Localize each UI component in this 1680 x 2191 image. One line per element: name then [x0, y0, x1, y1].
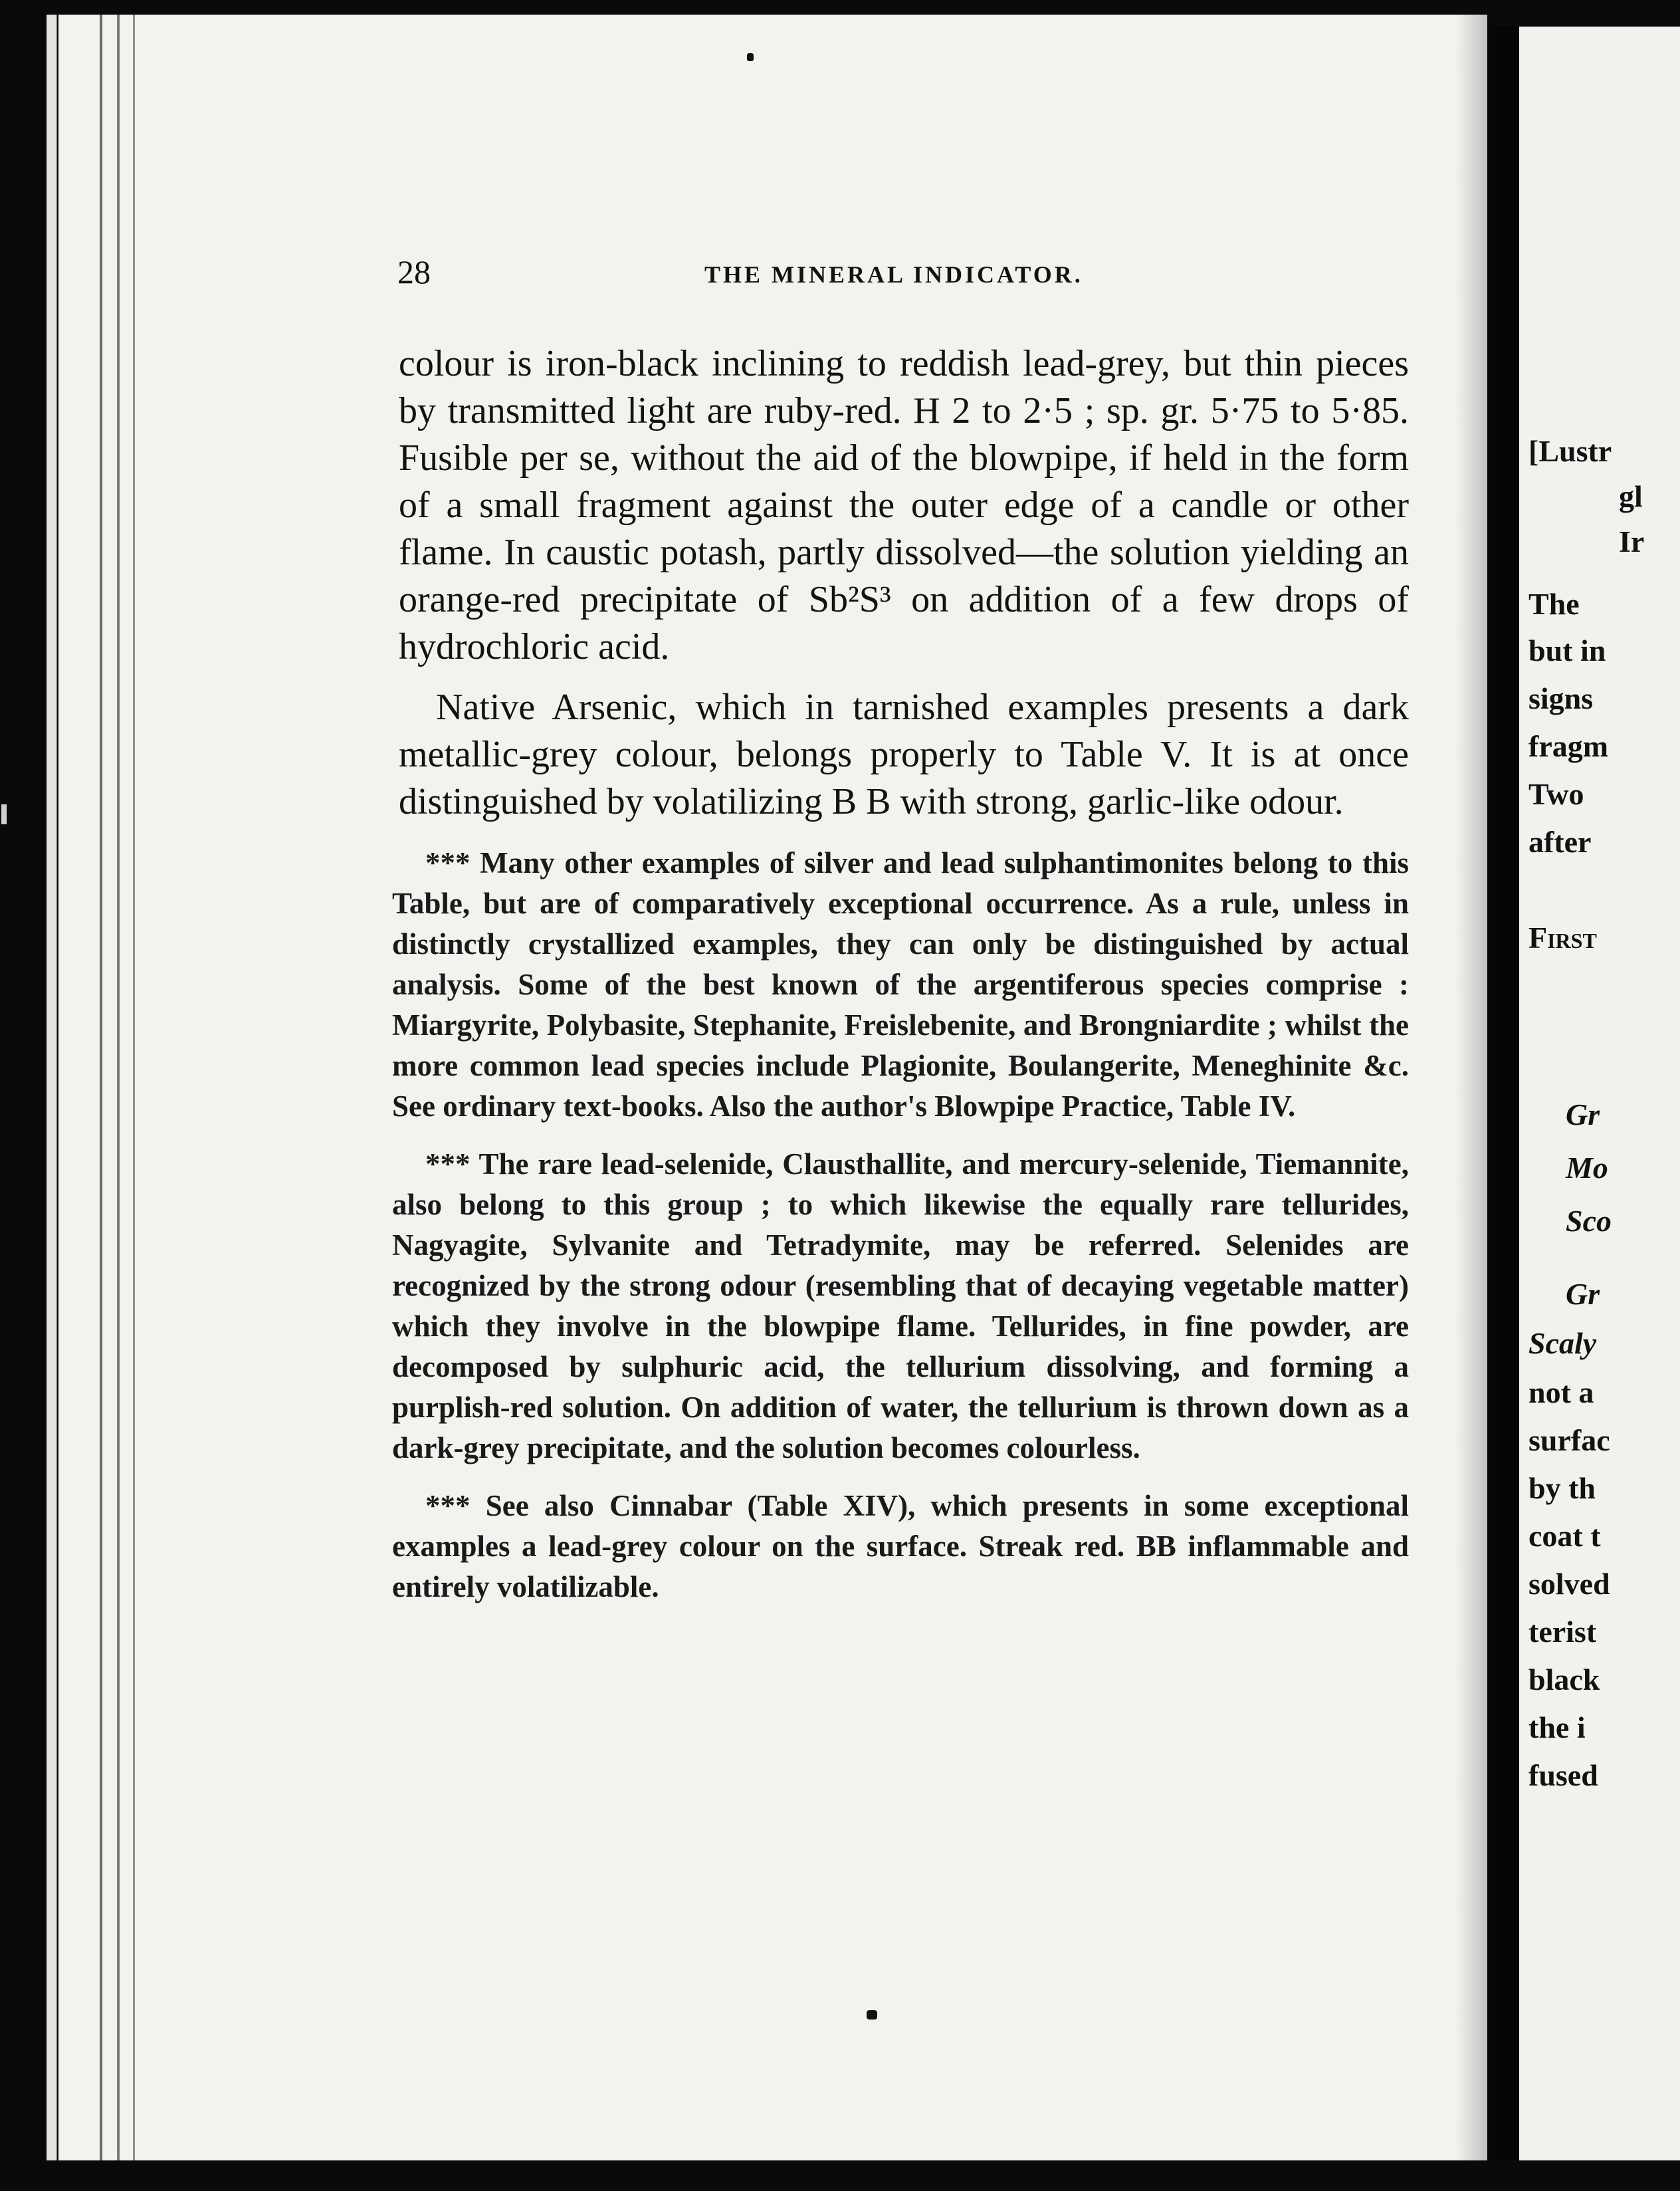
note-text: *** Many other examples of silver and lead sulphantimonites belong to this Table, but are of comparatively exceptional occurrence. As a rule, unless in distinctly crystallized examples, they can only be distinguished by actual analysis. Some of the best known of the argentiferous species comprise : Miargyrite, Polybasite, Stephanite, Freislebenite, and Brongniardite ; whilst the more common lead species include Plagionite, Boulangerite, Meneghinite &c. See ordinary text-books. Also the author's Blowpipe Practice, Table IV. — [392, 846, 1409, 1123]
right-page-line: black — [1528, 1663, 1600, 1696]
gutter-shadow — [1455, 15, 1495, 2160]
right-page-line: fragm — [1528, 729, 1609, 763]
right-page-line: The — [1528, 587, 1580, 621]
ink-speck — [747, 53, 754, 61]
right-page-line: solved — [1528, 1567, 1610, 1601]
right-page-line: surfac — [1528, 1423, 1610, 1457]
right-page-line: the i — [1528, 1710, 1586, 1744]
body-paragraph — [332, 684, 1409, 826]
right-page-line: Two — [1528, 777, 1584, 811]
page-edge-line — [133, 15, 135, 2160]
right-page-line: but in — [1528, 634, 1606, 667]
page-stack-edge — [47, 15, 57, 2160]
scan-artifact — [1, 804, 7, 824]
right-page-line: coat t — [1528, 1519, 1601, 1553]
paragraph-text: colour is iron-black inclining to reddish lead-grey, but thin pieces by transmitted light are ruby-red. H 2 to 2·5 ; sp. gr. 5·75 to 5·85. Fusible per se, without the aid of the blowpipe, if held in the form of a small fragment against the outer edge of a candle or other flame. In caustic potash, partly dissolved—the solution yielding an orange-red precipitate of Sb²S³ on addition of a few drops of hydrochloric acid. — [399, 343, 1409, 667]
footnote — [332, 1486, 1409, 1607]
left-page-content — [332, 246, 1409, 1607]
right-page-line: First — [1528, 921, 1597, 955]
right-page-line: Gr — [1566, 1277, 1600, 1311]
right-page-line: Ir — [1619, 524, 1645, 558]
page-edge-line — [117, 15, 120, 2160]
right-page-line: Scaly — [1528, 1326, 1597, 1360]
right-page-line: Sco — [1566, 1204, 1612, 1238]
right-page-line: Gr — [1566, 1097, 1600, 1131]
footnote — [332, 1144, 1409, 1468]
right-page-line: fused — [1528, 1758, 1598, 1792]
paragraph-text: Native Arsenic, which in tarnished examples presents a dark metallic-grey colour, belongs properly to Table V. It is at once distinguished by volatilizing B B with strong, garlic-like odour. — [399, 687, 1409, 822]
ink-speck — [867, 2010, 877, 2019]
book-binding — [1495, 27, 1519, 2160]
running-head — [332, 246, 1409, 299]
right-page-line: after — [1528, 825, 1592, 859]
right-page-line: Mo — [1566, 1151, 1608, 1185]
right-page-line: [Lustr — [1528, 434, 1612, 468]
right-page — [1519, 27, 1680, 2160]
note-text: *** See also Cinnabar (Table XIV), which presents in some exceptional examples a lead-grey colour on the surface. Streak red. BB inflammable and entirely volatilizable. — [392, 1489, 1409, 1603]
right-page-line: not a — [1528, 1375, 1594, 1409]
running-title: THE MINERAL INDICATOR. — [704, 261, 1083, 288]
right-page-line: by th — [1528, 1471, 1596, 1505]
page-edge-line — [100, 15, 102, 2160]
right-page-line: signs — [1528, 681, 1594, 715]
body-paragraph — [332, 340, 1409, 671]
page-number: 28 — [397, 253, 431, 290]
right-page-line: terist — [1528, 1615, 1597, 1649]
note-text: *** The rare lead-selenide, Clausthallite, and mercury-selenide, Tiemannite, also belong to this group ; to which likewise the equally rare tellurides, Nagyagite, Sylvanite and Tetradymite, may be referred. Selenides are recognized by the strong odour (resembling that of decaying vegetable matter) which they involve in the blowpipe flame. Tellurides, in fine powder, are decomposed by sulphuric acid, the tellurium dissolving, and forming a purplish-red solution. On addition of water, the tellurium is thrown down as a dark-grey precipitate, and the solution becomes colourless. — [392, 1147, 1409, 1464]
footnote — [332, 843, 1409, 1127]
right-page-line: gl — [1619, 479, 1643, 513]
